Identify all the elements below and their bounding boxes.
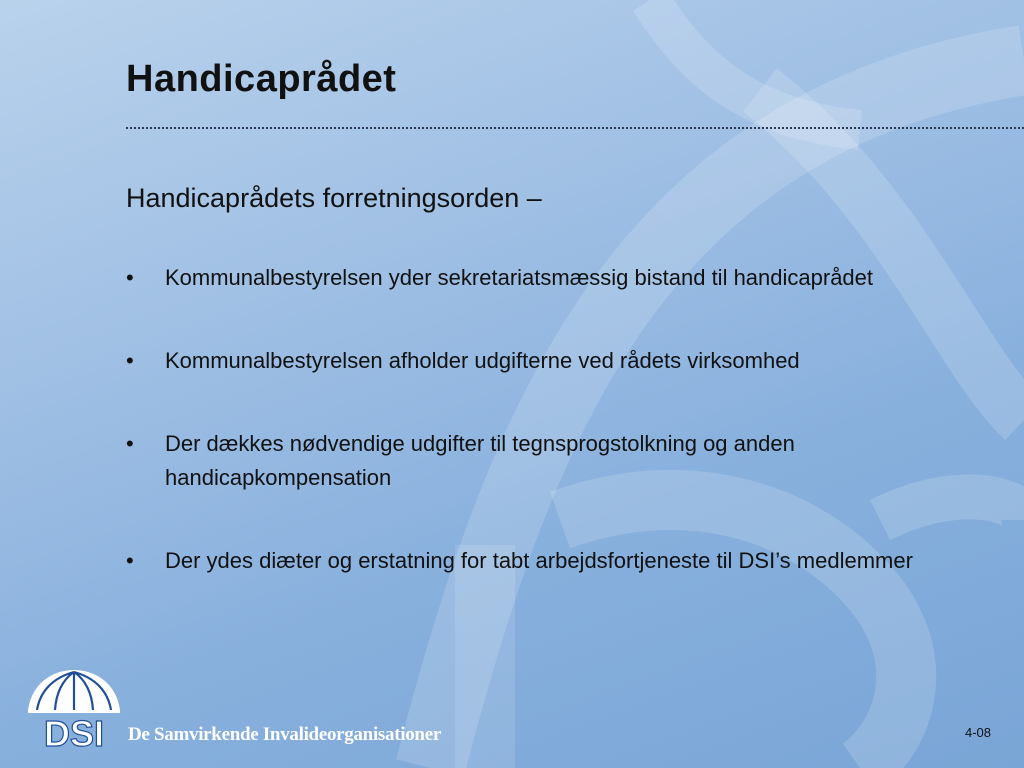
bullet-text: Kommunalbestyrelsen afholder udgifterne ved rådets virksomhed: [165, 348, 800, 373]
slide-subtitle: Handicaprådets forretningsorden –: [126, 183, 542, 213]
organization-name: De Samvirkende Invalideorganisationer: [128, 724, 441, 745]
bullet-text: Kommunalbestyrelsen yder sekretariatsmæssig bistand til handicaprådet: [165, 265, 874, 290]
bullet-item: [126, 427, 926, 495]
bullet-point-icon: •: [126, 431, 134, 456]
page-number: 4-08: [965, 725, 992, 740]
bullet-item: [126, 344, 926, 378]
slide-title: Handicaprådet: [126, 58, 397, 100]
bullet-item: [126, 261, 926, 295]
title-divider: [126, 127, 1024, 129]
bullet-point-icon: •: [126, 265, 134, 290]
umbrella-icon: [28, 670, 120, 713]
bullet-point-icon: •: [126, 348, 134, 373]
bullet-text: Der ydes diæter og erstatning for tabt arbejdsfortjeneste til DSI’s medlemmer: [165, 548, 913, 573]
bullet-list: [126, 261, 926, 627]
logo-wordmark: DSI: [43, 713, 105, 750]
bullet-point-icon: •: [126, 548, 134, 573]
bullet-text: Der dækkes nødvendige udgifter til tegnsprogstolkning og anden handicapkompensation: [165, 431, 795, 490]
dsi-logo: [22, 666, 126, 750]
bullet-item: [126, 544, 926, 578]
